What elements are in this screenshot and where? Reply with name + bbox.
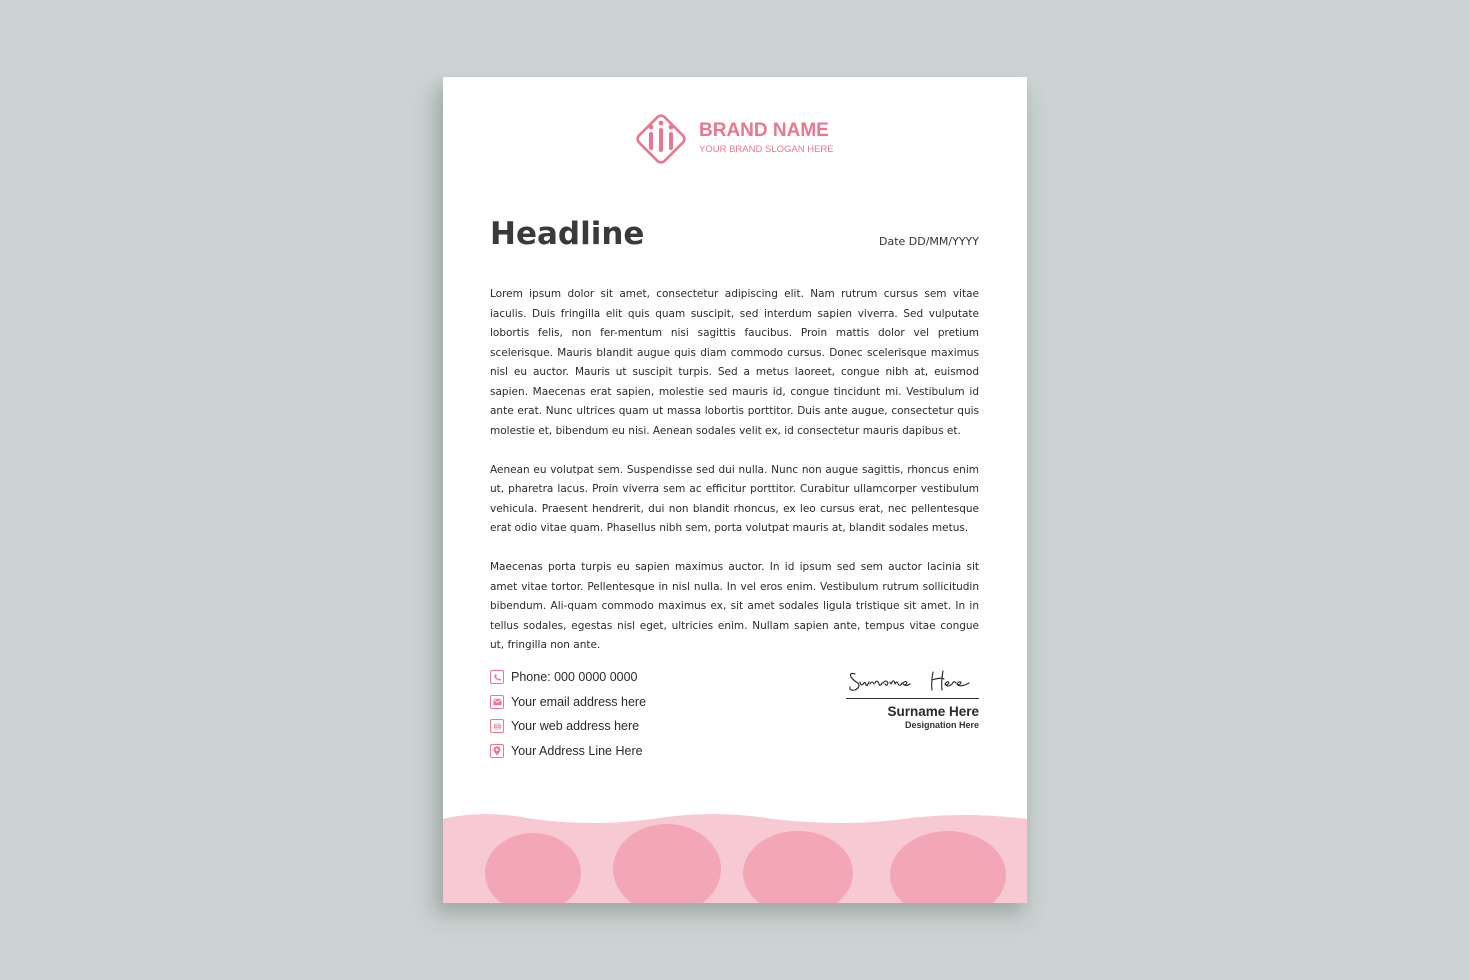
body-paragraph: Aenean eu volutpat sem. Suspendisse sed dui nulla. Nunc non augue sagittis, rhoncus enim ut, pharetra lacus. Proin viverra sem ac efficitur porttitor. Curabitur ullamcorper vestibulum vehicula. Praesent hendrerit, dui non blandit rhoncus, ex leo cursus erat, nec pellentesque erat odio vitae quam. Phasellus nibh sem, porta volutpat mauris at, blandit sodales metus. (490, 463, 979, 534)
location-pin-icon (490, 744, 504, 758)
brand-logo (629, 107, 849, 171)
headline: Headline (490, 216, 645, 252)
footer-wave-decoration (443, 813, 1027, 903)
brand-logo-icon (629, 107, 693, 171)
contact-web-text: Your web address here (511, 719, 640, 734)
contact-phone-text: Phone: 000 0000 0000 (511, 670, 638, 685)
signature-block (839, 662, 979, 730)
body-paragraph: Lorem ipsum dolor sit amet, consectetur adipiscing elit. Nam rutrum cursus sem vitae iaculis. Duis fringilla elit quis quam suscipit, sed interdum sapien viverra. Sed vulputate lobortis felis, non fer-mentum nisi sagittis faucibus. Proin mattis dolor vel pretium scelerisque. Mauris blandit augue quis diam commodo cursus. Donec scelerisque maximus nisl eu auctor. Mauris ut suscipit turpis. Sed a metus laoreet, congue nibh at, euismod sapien. Maecenas erat sapien, molestie sed mauris id, congue tincidunt mi. Vestibulum id ante erat. Nunc ultrices quam ut massa lobortis porttitor. Duis ante augue, consectetur quis molestie et, bibendum eu nisi. Aenean sodales velit ex, id consectetur mauris dapibus et. (490, 288, 979, 437)
contact-address (490, 739, 646, 764)
contact-address-text: Your Address Line Here (511, 743, 643, 758)
brand-slogan: YOUR BRAND SLOGAN HERE (699, 144, 834, 155)
contact-web (490, 714, 646, 739)
handwritten-signature (845, 662, 979, 698)
letter-body (490, 285, 979, 675)
brand-name: BRAND NAME (699, 120, 829, 141)
email-icon (490, 695, 504, 709)
contact-phone (490, 665, 646, 690)
contact-email (490, 690, 646, 715)
signatory-designation: Designation Here (904, 720, 979, 730)
body-paragraph: Maecenas porta turpis eu sapien maximus auctor. In id ipsum sed sem auctor lacinia sit amet vitae tortor. Pellentesque in nisl nulla. In vel eros enim. Vestibulum rutrum sollicitudin bibendum. Ali-quam commodo maximus ex, sit amet sodales ligula tristique sit amet. In in tellus sodales, egestas nisl eget, ultricies enim. Nullam sapien ante, tempus vitae congue ut, fringilla non ante. (490, 561, 979, 651)
signature-line (846, 698, 979, 699)
date: Date DD/MM/YYYY (879, 235, 979, 248)
globe-icon (490, 719, 504, 733)
letterhead-page (443, 77, 1027, 903)
contact-list (490, 665, 646, 763)
phone-icon (490, 670, 504, 684)
signatory-name: Surname Here (887, 704, 979, 719)
contact-email-text: Your email address here (511, 694, 647, 709)
